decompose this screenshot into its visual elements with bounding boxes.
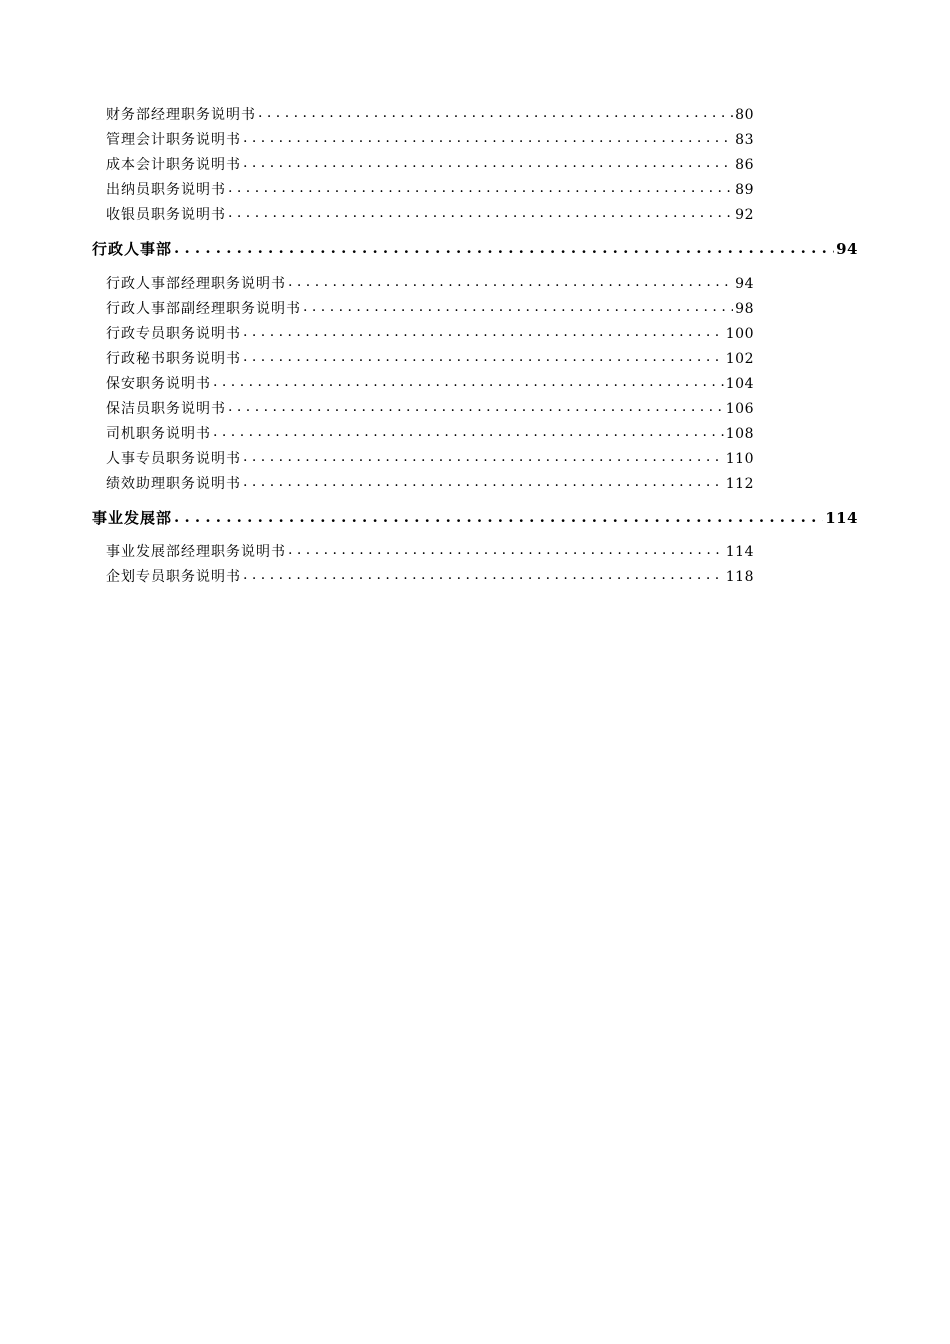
toc-entry-page: 114 xyxy=(725,544,754,560)
toc-dot-leader xyxy=(303,299,733,313)
toc-entry-page: 104 xyxy=(725,376,754,392)
toc-entry[interactable] xyxy=(106,154,754,174)
toc-entry[interactable] xyxy=(106,423,754,443)
toc-entry-title: 财务部经理职务说明书 xyxy=(106,107,256,123)
toc-section-page: 94 xyxy=(836,240,858,258)
toc-entry[interactable] xyxy=(106,541,754,561)
toc-section-page: 114 xyxy=(825,509,858,527)
toc-entry[interactable] xyxy=(106,373,754,393)
toc-entry-page: 106 xyxy=(725,401,754,417)
toc-entry[interactable] xyxy=(106,179,754,199)
toc-entry-page: 86 xyxy=(735,157,754,173)
toc-dot-leader xyxy=(243,474,724,488)
toc-dot-leader xyxy=(243,449,724,463)
toc-dot-leader xyxy=(243,130,733,144)
toc-entry-title: 事业发展部经理职务说明书 xyxy=(106,544,286,560)
toc-entry-title: 人事专员职务说明书 xyxy=(106,451,241,467)
toc-dot-leader xyxy=(243,324,724,338)
toc-dot-leader xyxy=(243,567,724,581)
toc-entry-page: 92 xyxy=(735,207,754,223)
toc-entry-title: 行政专员职务说明书 xyxy=(106,326,241,342)
toc-dot-leader xyxy=(174,508,823,523)
toc-entry-page: 102 xyxy=(725,351,754,367)
toc-entry[interactable] xyxy=(106,104,754,124)
toc-entry-title: 行政秘书职务说明书 xyxy=(106,351,241,367)
toc-entry-page: 100 xyxy=(725,326,754,342)
toc-entry-title: 收银员职务说明书 xyxy=(106,207,226,223)
toc-entry-page: 83 xyxy=(735,132,754,148)
toc-section-title: 事业发展部 xyxy=(92,509,173,527)
toc-entry-title: 出纳员职务说明书 xyxy=(106,182,226,198)
toc-dot-leader xyxy=(213,424,724,438)
toc-entry-page: 110 xyxy=(725,451,754,467)
toc-entry-page: 108 xyxy=(725,426,754,442)
toc-entry-page: 112 xyxy=(725,476,754,492)
toc-dot-leader xyxy=(228,399,724,413)
toc-entry-title: 企划专员职务说明书 xyxy=(106,569,241,585)
toc-entry[interactable] xyxy=(106,298,754,318)
toc-entry-title: 保安职务说明书 xyxy=(106,376,211,392)
toc-entry-title: 行政人事部副经理职务说明书 xyxy=(106,301,301,317)
toc-entry-page: 89 xyxy=(735,182,754,198)
toc-entry[interactable] xyxy=(106,448,754,468)
toc-entry[interactable] xyxy=(106,323,754,343)
toc-entry-page: 98 xyxy=(735,301,754,317)
toc-entry-page: 118 xyxy=(725,569,754,585)
toc-entry-title: 司机职务说明书 xyxy=(106,426,211,442)
toc-section[interactable] xyxy=(92,238,858,259)
toc-entry[interactable] xyxy=(106,204,754,224)
toc-section-title: 行政人事部 xyxy=(92,240,173,258)
toc-entry-page: 94 xyxy=(735,276,754,292)
toc-entry-title: 成本会计职务说明书 xyxy=(106,157,241,173)
toc-entry-page: 80 xyxy=(735,107,754,123)
toc-entry-title: 保洁员职务说明书 xyxy=(106,401,226,417)
toc-entry-title: 管理会计职务说明书 xyxy=(106,132,241,148)
toc-dot-leader xyxy=(288,542,724,556)
toc-dot-leader xyxy=(213,374,724,388)
toc-dot-leader xyxy=(174,239,834,254)
toc-dot-leader xyxy=(288,274,733,288)
toc-entry[interactable] xyxy=(106,273,754,293)
toc-entry[interactable] xyxy=(106,473,754,493)
toc-dot-leader xyxy=(228,180,733,194)
toc-dot-leader xyxy=(243,349,724,363)
toc-section[interactable] xyxy=(92,507,858,528)
toc-entry[interactable] xyxy=(106,129,754,149)
toc-entry-title: 行政人事部经理职务说明书 xyxy=(106,276,286,292)
toc-entry[interactable] xyxy=(106,348,754,368)
toc-entry-title: 绩效助理职务说明书 xyxy=(106,476,241,492)
toc-dot-leader xyxy=(228,205,733,219)
toc-entry[interactable] xyxy=(106,566,754,586)
toc-dot-leader xyxy=(243,155,733,169)
toc-dot-leader xyxy=(258,105,733,119)
toc-entry[interactable] xyxy=(106,398,754,418)
